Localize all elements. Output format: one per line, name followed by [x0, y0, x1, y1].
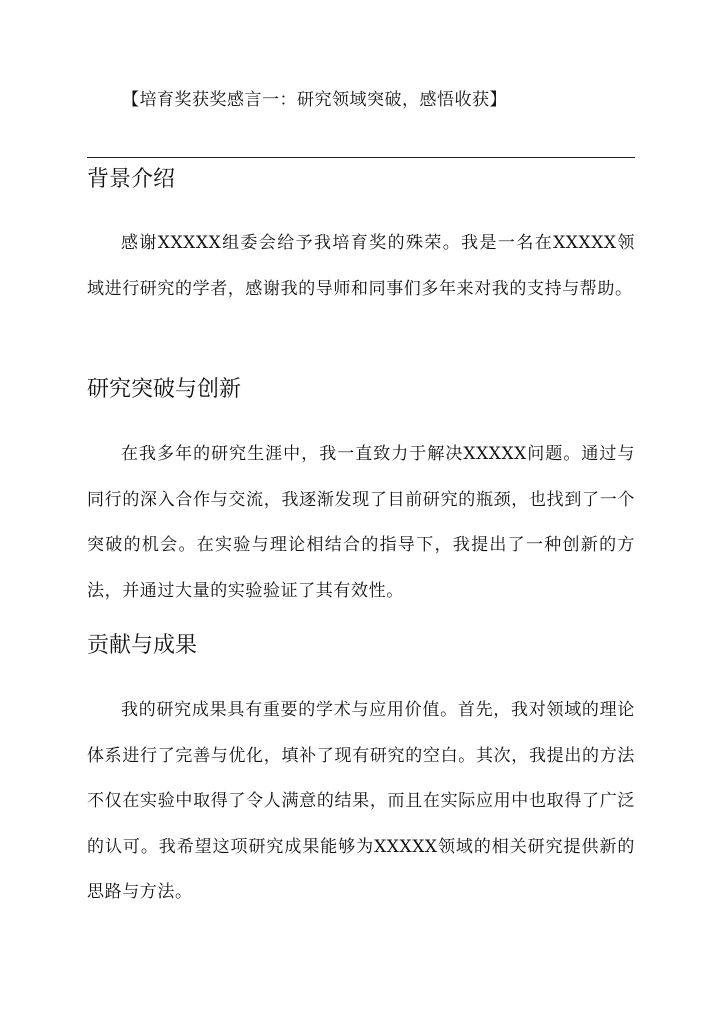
section-paragraph-breakthrough: 在我多年的研究生涯中，我一直致力于解决XXXXX问题。通过与同行的深入合作与交流，我逐渐发现了目前研究的瓶颈，也找到了一个突破的机会。在实验与理论相结合的指导下，我提出了一种创新的方法，并通过大量的实验验证了其有效性。 — [87, 444, 635, 601]
section-heading-contributions: 贡献与成果 — [87, 633, 198, 658]
section-paragraph-contributions: 我的研究成果具有重要的学术与应用价值。首先，我对领域的理论体系进行了完善与优化，填补了现有研究的空白。其次，我提出的方法不仅在实验中取得了令人满意的结果，而且在实际应用中也取得了广泛的认可。我希望这项研究成果能够为XXXXX领域的相关研究提供新的思路与方法。 — [87, 700, 635, 902]
document-title: 【培育奖获奖感言一：研究领域突破，感悟收获】 — [122, 90, 507, 110]
title-divider — [87, 157, 635, 158]
section-heading-background: 背景介绍 — [87, 167, 176, 192]
section-heading-breakthrough: 研究突破与创新 — [87, 377, 242, 402]
section-paragraph-background: 感谢XXXXX组委会给予我培育奖的殊荣。我是一名在XXXXX领域进行研究的学者，感谢我的导师和同事们多年来对我的支持与帮助。 — [87, 233, 635, 299]
